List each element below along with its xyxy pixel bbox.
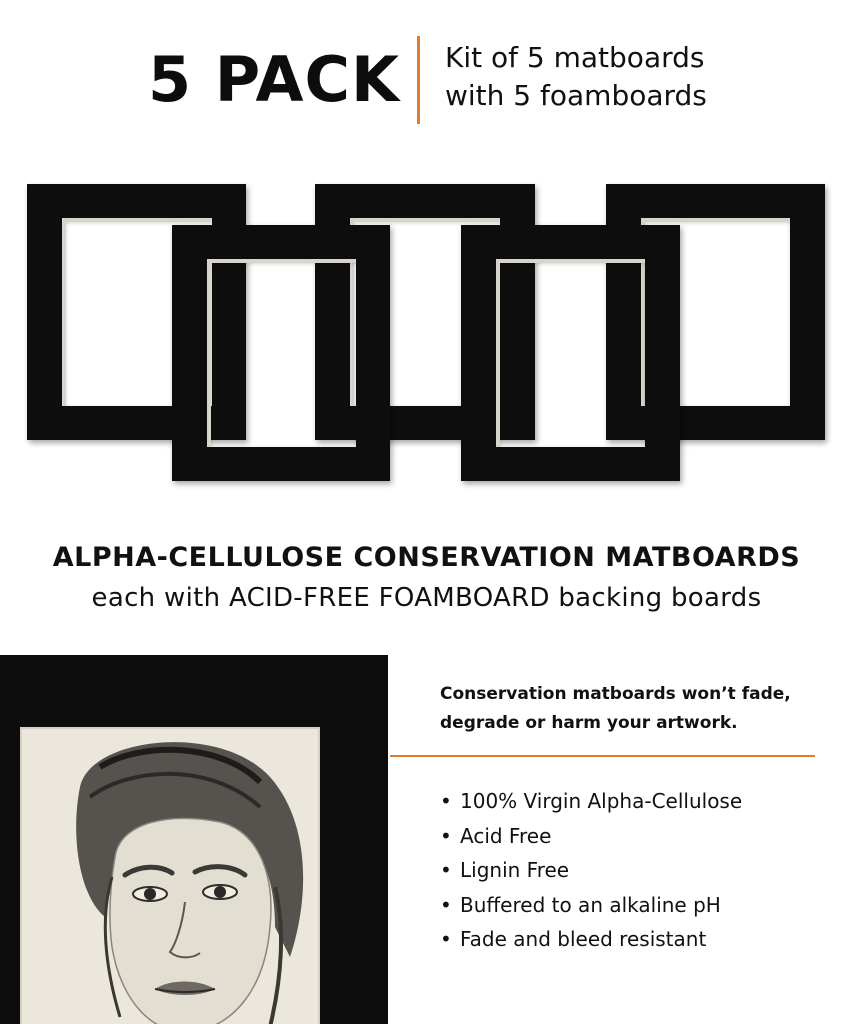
matboard-3 [315, 184, 535, 440]
list-item [440, 819, 742, 854]
bullet-icon: • [440, 927, 452, 951]
list-item [440, 784, 742, 819]
list-item [440, 853, 742, 888]
list-item [440, 888, 742, 923]
bullet-icon: • [440, 858, 452, 882]
matboard-1 [27, 184, 246, 440]
pack-title: 5 PACK [148, 43, 401, 116]
claim-line-2: degrade or harm your artwork. [440, 713, 738, 733]
bullet-icon: • [440, 789, 452, 813]
bullet-icon: • [440, 892, 452, 917]
feature-label: Fade and bleed resistant [460, 927, 707, 951]
portrait-paper [20, 727, 320, 1024]
feature-list [440, 784, 742, 957]
header-divider [417, 36, 420, 124]
kit-line-1: Kit of 5 matboards [445, 41, 705, 74]
headline: ALPHA-CELLULOSE CONSERVATION MATBOARDS [52, 542, 801, 573]
matboard-2 [172, 225, 390, 481]
claim-line-1: Conservation matboards won’t fade, [440, 684, 791, 704]
matboards-illustration [0, 170, 853, 500]
framed-portrait-photo [0, 655, 388, 1024]
kit-line-2: with 5 foamboards [445, 79, 707, 112]
list-item [440, 922, 742, 957]
feature-label: Lignin Free [460, 858, 570, 882]
portrait-sketch [20, 727, 320, 1024]
bullet-icon: • [440, 823, 452, 848]
feature-label: Buffered to an alkaline pH [460, 892, 721, 917]
header [0, 36, 853, 126]
feature-label: Acid Free [460, 823, 552, 848]
subheadline: each with ACID-FREE FOAMBOARD backing boards [91, 583, 762, 613]
matboard-4 [461, 225, 680, 481]
matboard-5 [606, 184, 825, 440]
claim-block [440, 680, 840, 738]
claim-divider [390, 755, 815, 757]
feature-label: 100% Virgin Alpha-Cellulose [460, 789, 743, 813]
